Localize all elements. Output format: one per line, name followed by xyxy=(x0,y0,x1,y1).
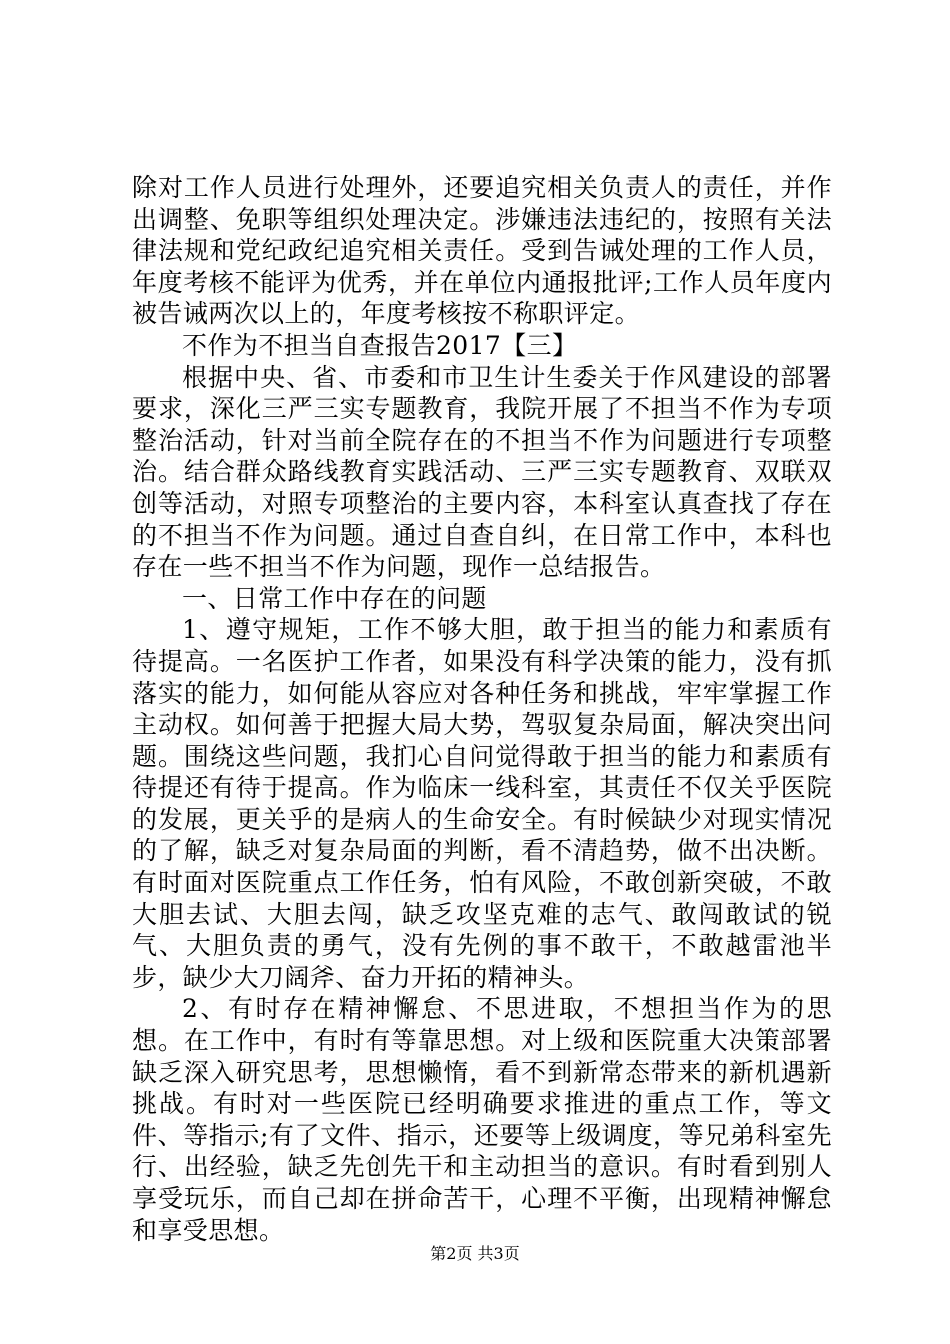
subsection-heading: 一、日常工作中存在的问题 xyxy=(182,583,487,613)
paragraph-intro: 根据中央、省、市委和市卫生计生委关于作风建设的部署要求，深化三严三实专题教育，我院开展了不担当不作为专项整治活动，针对当前全院存在的不担当不作为问题进行专项整治。结合群众路线教育实践活动、三严三实专题教育、双联双创等活动，对照专项整治的主要内容，本科室认真查找了存在的不担当不作为问题。通过自查自纠，在日常工作中，本科也存在一些不担当不作为问题，现作一总结报告。 xyxy=(132,362,832,582)
page-number: 第2页 共3页 xyxy=(430,1244,520,1263)
section-heading: 不作为不担当自查报告2017【三】 xyxy=(182,330,578,360)
page-footer xyxy=(0,1244,950,1264)
paragraph-continuation: 除对工作人员进行处理外，还要追究相关负责人的责任，并作出调整、免职等组织处理决定。涉嫌违法违纪的，按照有关法律法规和党纪政纪追究相关责任。受到告诫处理的工作人员，年度考核不能评为优秀，并在单位内通报批评;工作人员年度内被告诫两次以上的，年度考核按不称职评定。 xyxy=(132,173,832,329)
paragraph-item-2: 2、有时存在精神懈怠、不思进取，不想担当作为的思想。在工作中，有时有等靠思想。对上级和医院重大决策部署缺乏深入研究思考，思想懒惰，看不到新常态带来的新机遇新挑战。有时对一些医院已经明确要求推进的重点工作，等文件、等指示;有了文件、指示，还要等上级调度，等兄弟科室先行、出经验，缺乏先创先干和主动担当的意识。有时看到别人享受玩乐，而自己却在拼命苦干，心理不平衡，出现精神懈怠和享受思想。 xyxy=(132,994,832,1245)
document-body xyxy=(132,172,832,1246)
paragraph-item-1: 1、遵守规矩，工作不够大胆，敢于担当的能力和素质有待提高。一名医护工作者，如果没有科学决策的能力，没有抓落实的能力，如何能从容应对各种任务和挑战，牢牢掌握工作主动权。如何善于把握大局大势，驾驭复杂局面，解决突出问题。围绕这些问题，我扪心自问觉得敢于担当的能力和素质有待提还有待于提高。作为临床一线科室，其责任不仅关乎医院的发展，更关乎的是病人的生命安全。有时候缺少对现实情况的了解，缺乏对复杂局面的判断，看不清趋势，做不出决断。有时面对医院重点工作任务，怕有风险，不敢创新突破，不敢大胆去试、大胆去闯，缺乏攻坚克难的志气、敢闯敢试的锐气、大胆负责的勇气，没有先例的事不敢干，不敢越雷池半步，缺少大刀阔斧、奋力开拓的精神头。 xyxy=(132,615,832,992)
